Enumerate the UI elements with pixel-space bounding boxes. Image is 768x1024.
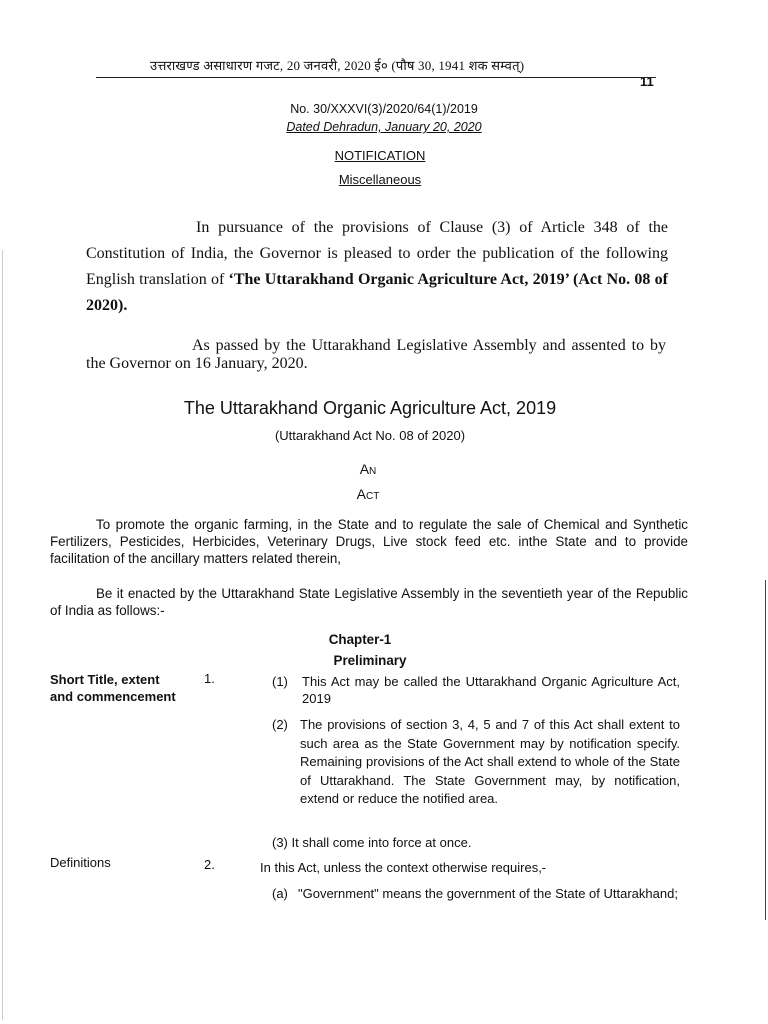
act-subtitle: (Uttarakhand Act No. 08 of 2020) [274, 428, 466, 443]
clause-label: (2) [272, 717, 288, 732]
section-1-number: 1. [204, 671, 215, 686]
header-rule [96, 77, 656, 78]
section-1-clause-2 [272, 716, 680, 809]
act-word: Act [356, 486, 380, 502]
act-name-bold: ‘The Uttarakhand Organic Agriculture Act, 2019’ (Act No. 08 of 2020). [86, 271, 668, 314]
section-2-clause-a [272, 885, 680, 902]
enactment-clause [50, 585, 688, 619]
chapter-number: Chapter-1 [328, 632, 392, 647]
section-2-number: 2. [204, 857, 215, 872]
preamble-text: In pursuance of the provisions of Clause (3) of Article 348 of the Constitution of India, the Governor is pleased to order the publication of the following English translation of [86, 219, 668, 288]
clause-text: It shall come into force at once. [291, 835, 472, 850]
preamble-paragraph-1 [86, 215, 668, 319]
clause-text: This Act may be called the Uttarakhand Organic Agriculture Act, 2019 [302, 674, 680, 706]
page-number: 11 [640, 74, 654, 89]
section-1-clause-3 [272, 834, 680, 851]
notification-category: Miscellaneous [338, 172, 422, 187]
scan-edge-left [2, 250, 3, 1020]
margin-note-line: and commencement [50, 689, 176, 704]
act-an: An [359, 461, 377, 477]
section-2-margin-note: Definitions [50, 855, 111, 870]
section-2-intro: In this Act, unless the context otherwise requires,- [260, 860, 547, 875]
purpose-text: To promote the organic farming, in the State and to regulate the sale of Chemical and Synthetic Fertilizers, Pesticides, Herbicides, Veterinary Drugs, Live stock feed etc. inthe State and to provide facilitation of the ancillary matters related therein, [50, 517, 688, 566]
act-purpose [50, 516, 688, 567]
clause-text: The provisions of section 3, 4, 5 and 7 of this Act shall extent to such area as the State Government may by notification specify. Remaining provisions of the Act shall extend to whole of the State of Uttarakhand. The State Government may, by notification, extend or reduce the notified area. [300, 717, 680, 806]
order-date: Dated Dehradun, January 20, 2020 [286, 120, 482, 134]
scan-edge-right [765, 580, 766, 920]
section-1-margin-note [50, 671, 176, 705]
chapter-name: Preliminary [333, 653, 407, 668]
enactment-text: Be it enacted by the Uttarakhand State Legislative Assembly in the seventieth year of the Republic of India as follows:- [50, 586, 688, 618]
assent-text: As passed by the Uttarakhand Legislative Assembly and assented to by the Governor on 16 January, 2020. [86, 337, 666, 372]
clause-label: (1) [272, 674, 288, 689]
gazette-header: उत्तराखण्ड असाधारण गजट, 20 जनवरी, 2020 ई० (पौष 30, 1941 शक सम्वत्) [150, 58, 525, 73]
margin-note-line: Short Title, extent [50, 672, 160, 687]
clause-label: (3) [272, 835, 288, 850]
clause-label: (a) [272, 886, 288, 901]
order-number: No. 30/XXXVI(3)/2020/64(1)/2019 [290, 102, 478, 116]
section-1-clause-1 [272, 673, 680, 707]
act-title: The Uttarakhand Organic Agriculture Act, 2019 [183, 398, 557, 418]
preamble-paragraph-2 [86, 337, 666, 373]
clause-text: "Government" means the government of the State of Uttarakhand; [298, 886, 678, 901]
notification-heading: NOTIFICATION [334, 148, 426, 163]
